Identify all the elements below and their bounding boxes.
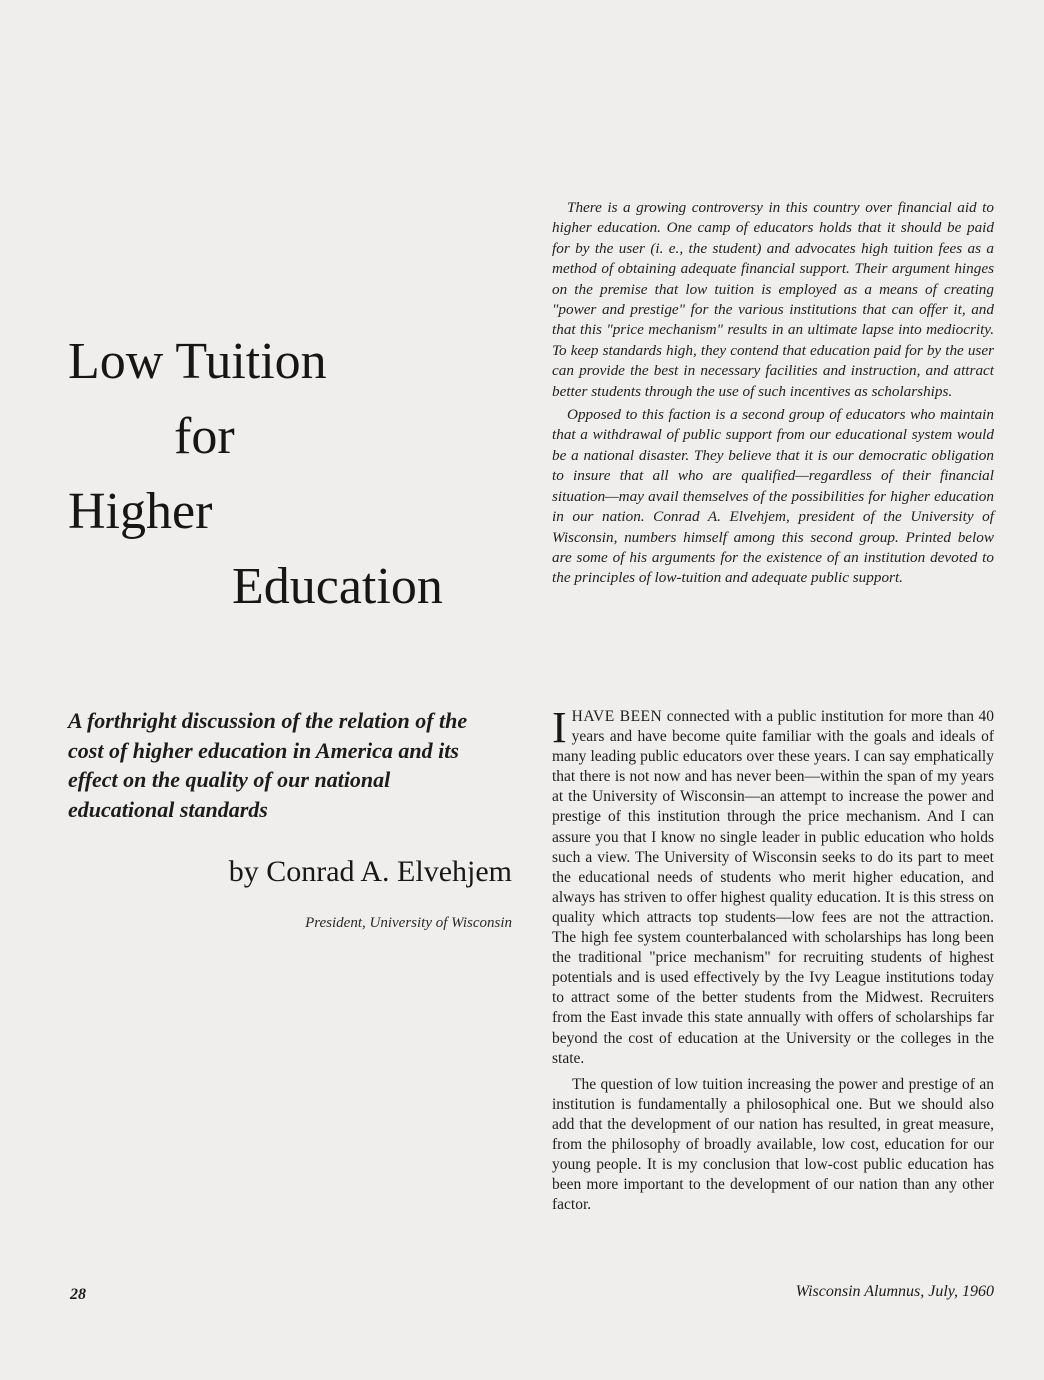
editorial-introduction bbox=[552, 198, 994, 589]
lead-in: HAVE BEEN bbox=[571, 708, 663, 725]
publication-credit: Wisconsin Alumnus, July, 1960 bbox=[795, 1283, 994, 1300]
author-byline: by Conrad A. Elvehjem bbox=[228, 855, 512, 888]
intro-paragraph: There is a growing controversy in this country over financial aid to higher education. One camp of educators holds that it should be paid for by the user (i. e., the student) and advocates high tuition fees as a method of obtaining adequate financial support. Their argument hinges on the premise that low tuition is employed as a means of creating "power and prestige" for the various institutions that can offer it, and that this "price mechanism" results in an ultimate lapse into mediocrity. To keep standards high, they contend that education paid for by the user can provide the best in necessary facilities and instruction, and attract better students through the use of such incentives as scholarships. bbox=[552, 199, 994, 400]
author-title: President, University of Wisconsin bbox=[305, 915, 512, 931]
body-paragraph bbox=[552, 703, 994, 1069]
intro-paragraph: Opposed to this faction is a second group of educators who maintain that a withdrawal of public support from our educational system would be a national disaster. They believe that it is our democratic obligation to insure that all who are qualified—regardless of their financial situation—may avail themselves of the possibilities for higher education in our nation. Conrad A. Elvehjem, president of the University of Wisconsin, numbers himself among this second group. Printed below are some of his arguments for the existence of an institution devoted to the principles of low-tuition and adequate public support. bbox=[552, 406, 994, 587]
headline-line-3: Higher bbox=[68, 483, 213, 540]
article-body bbox=[552, 703, 994, 1215]
drop-cap: I bbox=[552, 703, 567, 752]
headline-line-1: Low Tuition bbox=[68, 333, 327, 390]
page-number: 28 bbox=[70, 1286, 86, 1303]
headline-line-2: for bbox=[174, 408, 235, 465]
body-paragraph: The question of low tuition increasing the power and prestige of an institution is fundamentally a philosophical one. But we should also add that the development of our nation has resulted, in great measure, from the philosophy of broadly available, low cost, education for our young people. It is my conclusion that low-cost public education has been more important to the development of our nation than any other factor. bbox=[552, 1075, 994, 1214]
article-deck: A forthright discussion of the relation of the cost of higher education in America and its effect on the quality of our national educational standards bbox=[68, 708, 468, 822]
headline-line-4: Education bbox=[232, 558, 443, 615]
body-paragraph-text: connected with a public institution for more than 40 years and have become quite familiar with the goals and ideals of many leading public educators over these years. I can say emphatically that there is not now and has never been—within the span of my years at the University of Wisconsin—an attempt to increase the power and prestige of this institution through the price mechanism. And I can assure you that I know no single leader in public education who holds such a view. The University of Wisconsin seeks to do its part to meet the educational needs of students who merit higher education, and always has striven to offer highest quality education. It is this stress on quality which attracts top students—low fees are not the attraction. The high fee system counterbalanced with scholarships has long been the traditional "price mechanism" for recruiting students of highest potentials and is used effectively by the Ivy League institutions today to attract some of the better students from the Midwest. Recruiters from the East invade this state annually with offers of scholarships far beyond the cost of education at the University or the colleges in the state. bbox=[552, 708, 994, 1067]
